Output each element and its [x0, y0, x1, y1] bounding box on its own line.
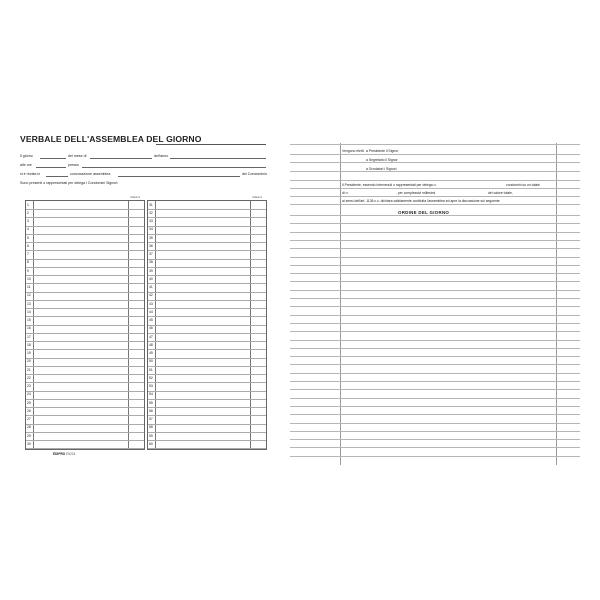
left-page	[20, 134, 270, 464]
ruled-line	[290, 356, 580, 357]
ruled-line	[290, 431, 580, 432]
row-number: 22	[27, 375, 31, 380]
row-number: 20	[27, 359, 31, 364]
ruled-line	[290, 248, 580, 249]
ruled-line	[290, 340, 580, 341]
ruled-line	[290, 281, 580, 282]
row-number: 37	[149, 252, 153, 256]
ruled-line	[290, 171, 580, 172]
row-number: 53	[149, 384, 153, 388]
ruled-line	[290, 162, 580, 163]
row-number: 45	[149, 318, 153, 322]
document-title: VERBALE DELL'ASSEMBLEA DEL GIORNO	[20, 134, 202, 144]
field-label: si è riunita in	[20, 172, 41, 176]
row-number: 43	[149, 301, 153, 306]
field-label: presso	[68, 163, 79, 167]
row-number: 33	[149, 219, 153, 223]
margin-line-left	[340, 143, 341, 465]
day-input-line[interactable]	[40, 158, 66, 159]
ruled-line	[290, 364, 580, 365]
field-label: convocazione assemblea	[70, 172, 111, 176]
row-number: 1	[27, 202, 29, 207]
ruled-line	[290, 389, 580, 390]
row-number: 58	[149, 425, 153, 430]
row-number: 10	[27, 276, 31, 281]
scrutineers-label: a Scrutatori i Signori	[366, 167, 397, 171]
ruled-line	[290, 439, 580, 440]
row-number: 30	[27, 441, 31, 446]
row-number: 12	[27, 293, 31, 298]
row-number: 39	[149, 268, 153, 273]
row-number: 3	[27, 219, 29, 223]
ruled-line	[290, 381, 580, 382]
row-number: 52	[149, 375, 153, 380]
row-number: 7	[27, 252, 29, 256]
ruled-line	[290, 290, 580, 291]
row-number: 24	[27, 392, 31, 397]
row-number: 35	[149, 235, 153, 240]
president-label: a Presidente il Signor	[366, 149, 399, 153]
row-number: 34	[149, 227, 153, 232]
row-number: 48	[149, 342, 153, 347]
row-number: 54	[149, 392, 153, 397]
attendees-table-right	[147, 196, 267, 450]
ruled-line	[290, 414, 580, 415]
row-number: 57	[149, 417, 153, 421]
ruled-line	[290, 331, 580, 332]
column-header-millesimi: millesimi	[130, 196, 140, 199]
field-label: alle ore	[20, 163, 32, 167]
ruled-line	[290, 196, 580, 197]
right-page	[290, 133, 580, 465]
total-label: di n.	[342, 191, 349, 195]
row-number: 42	[149, 293, 153, 298]
row-number: 31	[149, 202, 153, 207]
row-number: 9	[27, 268, 29, 273]
row-number: 28	[27, 425, 31, 430]
ruled-line	[290, 273, 580, 274]
row-number: 21	[27, 367, 31, 372]
ruled-line	[290, 240, 580, 241]
ruled-line	[290, 348, 580, 349]
ruled-line	[290, 298, 580, 299]
row-number: 59	[149, 433, 153, 438]
ruled-line	[290, 306, 580, 307]
elected-label: Vengono eletti:	[342, 149, 365, 153]
row-number: 6	[27, 243, 29, 248]
ruled-line	[290, 257, 580, 258]
ruled-line	[290, 232, 580, 233]
field-label: dell'anno	[154, 154, 169, 158]
validity-text: ai sensi dell'art. 1136 c.c. dichiara validamente costituita l'assemblea ed apre la discussione sul seguente	[342, 199, 500, 203]
row-number: 16	[27, 326, 31, 331]
row-number: 8	[27, 260, 29, 265]
ruled-line	[290, 423, 580, 424]
brand-mark	[53, 452, 75, 456]
table-row[interactable]	[148, 440, 266, 449]
row-number: 13	[27, 301, 31, 306]
row-number: 5	[27, 235, 29, 240]
row-number: 32	[149, 210, 153, 215]
row-number: 40	[149, 276, 153, 281]
row-number: 14	[27, 309, 31, 314]
row-number: 44	[149, 309, 153, 314]
place-input-line[interactable]	[82, 167, 266, 168]
margin-line-right	[556, 143, 557, 465]
row-number: 51	[149, 367, 153, 372]
ruled-line	[290, 447, 580, 448]
row-number: 49	[149, 351, 153, 355]
row-number: 38	[149, 260, 153, 265]
row-number: 15	[27, 318, 31, 322]
row-number: 46	[149, 326, 153, 331]
agenda-title: ORDINE DEL GIORNO	[398, 210, 450, 215]
quorum-text-end: condomini su un totale	[506, 183, 540, 187]
time-input-line[interactable]	[36, 167, 66, 168]
row-number: 50	[149, 359, 153, 364]
row-number: 25	[27, 400, 31, 405]
ruled-line	[290, 456, 580, 457]
field-label: del mese di	[68, 154, 87, 158]
row-number: 18	[27, 342, 31, 347]
condominium-input-line[interactable]	[118, 176, 240, 177]
ruled-line	[290, 406, 580, 407]
total-value-label: del valore totale,	[488, 191, 513, 195]
row-number: 26	[27, 408, 31, 413]
row-number: 19	[27, 351, 31, 355]
row-number: 11	[27, 285, 31, 289]
year-input-line[interactable]	[170, 158, 266, 159]
row-number: 2	[27, 210, 29, 215]
row-number: 55	[149, 400, 153, 405]
brand-name: EDIPRO	[53, 452, 66, 456]
quorum-text: Il Presidente, essendo intervenuti o rappresentati per delega n.	[342, 183, 437, 187]
ruled-line	[290, 373, 580, 374]
ruled-line	[290, 315, 580, 316]
row-number: 36	[149, 243, 153, 248]
table-row[interactable]	[26, 440, 144, 449]
month-input-line[interactable]	[90, 158, 152, 159]
millesimi-label: , per complessivi millesimi	[396, 191, 436, 195]
ruled-line	[290, 215, 580, 216]
row-number: 41	[149, 285, 153, 289]
row-number: 47	[149, 334, 153, 339]
product-code: E5224	[66, 452, 76, 456]
attendees-table-left	[25, 196, 145, 450]
ruled-line	[290, 204, 580, 205]
field-row-present	[20, 179, 268, 189]
row-number: 60	[149, 441, 153, 446]
ruled-line	[290, 188, 580, 189]
row-number: 17	[27, 334, 31, 339]
ruled-line	[290, 223, 580, 224]
ruled-line	[290, 323, 580, 324]
convocation-input-line[interactable]	[46, 176, 68, 177]
ruled-line	[290, 144, 580, 145]
row-number: 4	[27, 227, 29, 232]
column-header-millesimi: millesimi	[252, 196, 262, 199]
date-underline	[156, 144, 266, 145]
row-number: 56	[149, 408, 153, 413]
row-number: 23	[27, 384, 31, 388]
field-label: Il giorno	[20, 154, 33, 158]
ruled-line	[290, 154, 580, 155]
ruled-line	[290, 265, 580, 266]
ruled-line	[290, 398, 580, 399]
field-label: del Condominio	[242, 172, 267, 176]
ruled-line	[290, 180, 580, 181]
secretary-label: a Segretario il Signor	[366, 158, 398, 162]
field-label: Sono presenti o rappresentati per delega i Condomini Signori:	[20, 181, 119, 185]
row-number: 27	[27, 417, 31, 421]
row-number: 29	[27, 433, 31, 438]
